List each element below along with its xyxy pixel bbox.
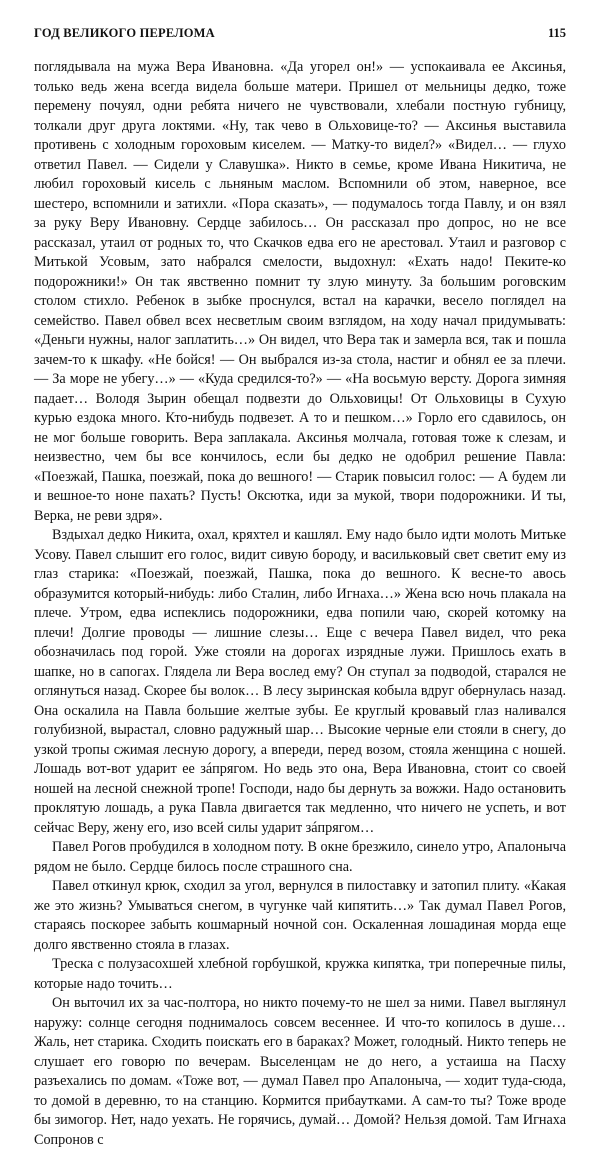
paragraph: Он выточил их за час-полтора, но никто почему-то не шел за ними. Павел выглянул наружу: солнце сегодня поднималось совсем весеннее. И что-то копилось в душе… Жаль, нет старика. Сходить поискать его в бараках? Может, голодный. Никто теперь не слушает его говорю по вечерам. Выселенцам не до него, а устаиша на Пасху разъехались по домам. «Тоже вот, — думал Павел про Апалоныча, — ходит туда-сюда, то домой в деревню, то на станцию. Кормится прибаутками. А сам-то ты? Тоже вроде бы зимогор. Нет, надо уехать. Не горячись, думай… Домой? Нельзя домой. Там Игнаха Сопронов с <box>34 995 566 1148</box>
paragraph: Треска с полузасохшей хлебной горбушкой, кружка кипятка, три поперечные пилы, которые надо точить… <box>34 956 566 992</box>
paragraph: Павел откинул крюк, сходил за угол, вернулся в пилоставку и затопил плиту. «Какая же это жизнь? Умываться снегом, в чугунке чай кипятить…» Так думал Павел Рогов, стараясь поскорее забыть кошмарный ночной сон. Оскаленная лошадиная морда еще долго явственно стояла в глазах. <box>34 878 566 953</box>
running-title: ГОД ВЕЛИКОГО ПЕРЕЛОМА <box>34 26 215 40</box>
body-text <box>34 58 566 1150</box>
paragraph: Вздыхал дедко Никита, охал, кряхтел и кашлял. Ему надо было идти молоть Митьке Усову. Павел слышит его голос, видит сивую бороду, и васильковый свет светит ему из глаз старика: «Поезжай, поезжай, Пашка, пока до вешного. К весне-то авось образумится который-нибудь: либо Сталин, либо Игнаха…» Жена всю ночь плакала на плече. Утром, едва испеклись подорожники, едва попили чаю, скорей котомку на плечи! Долгие проводы — лишние слезы… Еще с вечера Павел видел, что река обозначилась под горой. Уже стояли на дорогах изрядные лужи. Пришлось ехать в шапке, но в сапогах. Глядела ли Вера вослед ему? Он ступал за подводой, старался не оглянуться назад. Скорее бы волок… В лесу зыринская кобыла вдруг обернулась назад. Она оскалила на Павла большие желтые зубы. Ее круглый кровавый глаз наливался голубизной, вырастал, словно радужный шар… Высокие черные ели стояли в снегу, до узкой тропы сжимая лесную дорогу, а впереди, перед возом, стояла женщина с ношей. Лошадь вот-вот ударит ее зáпрягом. Но ведь это она, Вера Ивановна, стоит со своей ношей на лесной снежной тропе! Господи, надо бы дернуть за вожжи. Надо остановить проклятую лошадь, а рука Павла двигается так медленно, что ничего не успеть, и вот сейчас Веру, жену его, изо всей силы ударит зáпрягом… <box>34 527 566 836</box>
paragraph: Павел Рогов пробудился в холодном поту. В окне брезжило, синело утро, Апалоныча рядом не было. Сердце билось после страшного сна. <box>34 839 566 875</box>
page-header <box>34 26 566 52</box>
page-number: 115 <box>547 26 566 40</box>
paragraph: поглядывала на мужа Вера Ивановна. «Да угорел он!» — успокаивала ее Аксинья, только ведь жена всегда видела больше матери. Пришел от мельницы дедко, тоже перемену почуял, одни ребята ничего не чувствовали, хлебали постную губницу, толкали друг друга локтями. «Ну, так чево в Ольховице-то? — Аксинья выставила противень с холодным гороховым киселем. — Матку-то видел?» «Видел… — глухо ответил Павел. — Сидели у Славушка». Никто в семье, кроме Ивана Никитича, не любил гороховый кисель с льняным маслом. Вспомнили об этом, наверное, все шестеро, вспомнили и затихли. «Пора сказать», — подумалось тогда Павлу, и он взял за руку Веру Ивановну. Сердце забилось… Он рассказал про допрос, но не все рассказал, утаил от родных то, что Скачков едва его не арестовал. Утаил и разговор с Митькой Усовым, зато набрался смелости, выдохнул: «Ехать надо! Пеките-ко подорожники!» Он так явственно помнит ту злую минуту. За большим роговским столом стихло. Ребенок в зыбке проснулся, встал на карачки, весело поглядел на семейство. Павел обвел всех несветлым своим взглядом, на ходу начал придумывать: «Деньги нужны, налог заплатить…» Он видел, что Вера так и замерла вся, так и пошла зачем-то к шкафу. «Не бойся! — Он выбрался из-за стола, настиг и обнял ее за плечи. — За море не убегу…» — «Куда средился-то?» — «На восьмую версту. Дорога зимняя падает… Володя Зырин обещал подвезти до Ольховицы! От Ольховицы в Сухую курью ездока много. Кто-нибудь подвезет. А то и пешком…» Горло его сдавилось, он не мог больше говорить. Вера заплакала. Аксинья молчала, готовая тоже к слезам, и неизвестно, чем бы все кончилось, если бы дедко не одобрил решение Павла: «Поезжай, Пашка, поезжай, пока до вешного! — Старик повысил голос: — А будем ли и вешное-то ноне пахать? Пусть! Оксютка, иди за мукой, твори подорожники. И ты, Верка, не реви здря». <box>34 59 566 524</box>
